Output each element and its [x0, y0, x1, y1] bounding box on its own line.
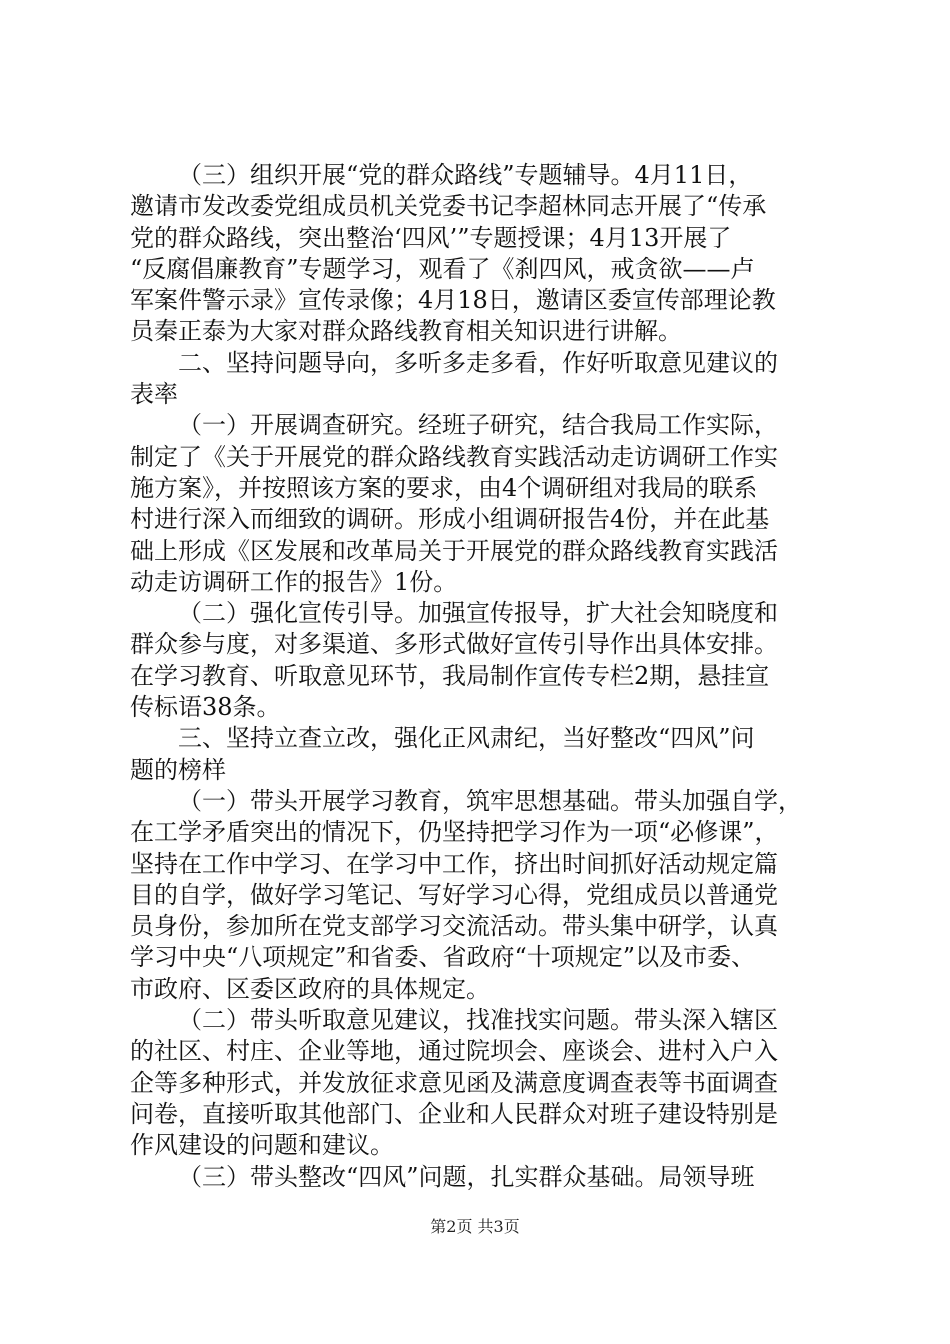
- text-line: 坚持在工作中学习、在学习中工作，挤出时间抓好活动规定篇: [130, 849, 778, 878]
- paragraph-rectify-four-winds: [130, 1162, 830, 1193]
- text-line: 军案件警示录》宣传录像；4月18日，邀请区委宣传部理论教: [130, 286, 776, 315]
- paragraph-study-education: [130, 786, 830, 1005]
- text-line: 党的群众路线，突出整治‘四风’”专题授课；4月13开展了: [130, 223, 732, 252]
- document-body: [130, 160, 830, 1193]
- text-line: 群众参与度，对多渠道、多形式做好宣传引导作出具体安排。: [130, 630, 778, 659]
- text-line: 传标语38条。: [130, 693, 281, 722]
- text-line: 员身份，参加所在党支部学习交流活动。带头集中研学，认真: [130, 912, 778, 941]
- text-line: 础上形成《区发展和改革局关于开展党的群众路线教育实践活: [130, 536, 778, 565]
- text-line: 制定了《关于开展党的群众路线教育实践活动走访调研工作实: [130, 442, 778, 471]
- text-line: （三）带头整改“四风”问题，扎实群众基础。局领导班: [178, 1162, 755, 1191]
- text-line: （一）开展调查研究。经班子研究，结合我局工作实际，: [178, 411, 778, 440]
- text-line: 邀请市发改委党组成员机关党委书记李超林同志开展了“传承: [130, 192, 767, 221]
- paragraph-publicity: [130, 598, 830, 723]
- text-line: 施方案》，并按照该方案的要求，由4个调研组对我局的联系: [130, 473, 758, 502]
- section-heading-three: [130, 723, 830, 786]
- text-line: （二）强化宣传引导。加强宣传报导，扩大社会知晓度和: [178, 599, 778, 628]
- text-line: 在学习教育、听取意见环节，我局制作宣传专栏2期，悬挂宣: [130, 661, 770, 690]
- text-line: “反腐倡廉教育”专题学习，观看了《刹四风，戒贪欲——卢: [130, 254, 755, 283]
- text-line: （三）组织开展“党的群众路线”专题辅导。4月11日，: [178, 161, 753, 189]
- text-line: 在工学矛盾突出的情况下，仍坚持把学习作为一项“必修课”，: [130, 818, 779, 847]
- paragraph-three-lecture: [130, 160, 830, 348]
- text-line: 三、坚持立查立改，强化正风肃纪，当好整改“四风”问: [178, 724, 755, 753]
- text-line: （二）带头听取意见建议，找准找实问题。带头深入辖区: [178, 1006, 778, 1035]
- paragraph-listen-opinions: [130, 1005, 830, 1161]
- text-line: 市政府、区委区政府的具体规定。: [130, 974, 490, 1003]
- text-line: 员秦正泰为大家对群众路线教育相关知识进行讲解。: [130, 317, 682, 346]
- section-heading-two: [130, 348, 830, 411]
- text-line: 二、坚持问题导向，多听多走多看，作好听取意见建议的: [178, 348, 778, 377]
- text-line: 动走访调研工作的报告》1份。: [130, 567, 458, 596]
- text-line: 表率: [130, 380, 178, 409]
- page-number-footer: 第2页 共3页: [430, 1217, 520, 1236]
- text-line: 问卷，直接听取其他部门、企业和人民群众对班子建设特别是: [130, 1099, 778, 1128]
- text-line: 学习中央“八项规定”和省委、省政府“十项规定”以及市委、: [130, 943, 756, 972]
- paragraph-research: [130, 410, 830, 598]
- text-line: 目的自学，做好学习笔记、写好学习心得，党组成员以普通党: [130, 880, 778, 909]
- text-line: 村进行深入而细致的调研。形成小组调研报告4份，并在此基: [130, 505, 770, 534]
- text-line: （一）带头开展学习教育，筑牢思想基础。带头加强自学，: [178, 786, 802, 815]
- text-line: 题的榜样: [130, 755, 226, 784]
- text-line: 的社区、村庄、企业等地，通过院坝会、座谈会、进村入户入: [130, 1037, 778, 1066]
- text-line: 作风建设的问题和建议。: [130, 1131, 394, 1160]
- text-line: 企等多种形式，并发放征求意见函及满意度调查表等书面调查: [130, 1068, 778, 1097]
